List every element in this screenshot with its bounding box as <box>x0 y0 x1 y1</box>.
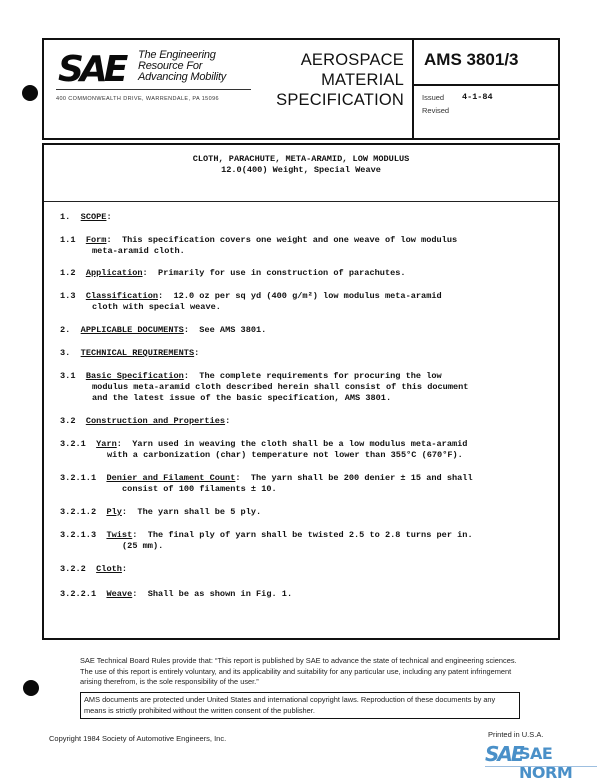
section-number: 2. <box>60 325 71 335</box>
section-heading: Construction and Properties <box>85 416 226 426</box>
section-heading: TECHNICAL REQUIREMENTS <box>80 348 195 358</box>
section-heading: Form <box>85 235 107 245</box>
section-2 <box>60 325 266 336</box>
section-1-1-cont: meta-aramid cloth. <box>92 246 185 256</box>
doc-number: AMS 3801/3 <box>414 40 560 86</box>
section-heading: Weave <box>106 589 133 599</box>
section-1 <box>60 212 112 223</box>
section-1-3-cont: cloth with special weave. <box>92 302 221 312</box>
tagline-line-1: The Engineering <box>138 49 216 61</box>
sep: : <box>183 371 189 381</box>
section-heading: Application <box>85 268 143 278</box>
section-text: The final ply of yarn shall be twisted 2.5 to 2.8 turns per in. <box>137 530 473 540</box>
section-heading: Yarn <box>96 439 117 449</box>
section-heading: Classification <box>85 291 159 301</box>
section-number: 3. <box>60 348 71 358</box>
sep: : <box>132 530 138 540</box>
header-left <box>44 40 414 138</box>
doc-type-title <box>276 50 404 110</box>
section-heading: Denier and Filament Count <box>106 473 236 483</box>
section-3 <box>60 348 199 359</box>
copyright-notice-box: AMS documents are protected under United States and international copyright laws. Reproduction of these documents by any means is strictly prohibited without the written consent of the publisher. <box>80 692 520 719</box>
title-line-1: CLOTH, PARACHUTE, META-ARAMID, LOW MODULUS <box>192 154 410 164</box>
doc-type-line-1: AEROSPACE <box>300 51 404 69</box>
section-number: 1.3 <box>60 291 76 301</box>
section-heading: SCOPE <box>80 212 107 222</box>
punch-hole-bottom <box>23 680 39 696</box>
section-text: 12.0 oz per sq yd (400 g/m²) low modulus meta-aramid <box>163 291 442 301</box>
section-number: 3.2 <box>60 416 76 426</box>
watermark-text: SAE NORM <box>519 744 573 782</box>
sep: : <box>121 564 128 574</box>
issued-label: Issued <box>422 93 445 102</box>
copyright-line: Copyright 1984 Society of Automotive Engineers, Inc. <box>49 734 227 743</box>
section-number: 3.2.2.1 <box>60 589 97 599</box>
section-3-1-cont-2: and the latest issue of the basic specification, AMS 3801. <box>92 393 392 403</box>
section-1-2 <box>60 268 406 279</box>
sae-norm-watermark <box>485 742 597 782</box>
header-box <box>42 38 560 140</box>
sep: : <box>106 212 112 222</box>
section-number: 1.2 <box>60 268 76 278</box>
doc-type-line-3: SPECIFICATION <box>276 91 404 109</box>
header-rule <box>56 89 251 90</box>
section-text: Primarily for use in construction of parachutes. <box>147 268 406 278</box>
sae-logo-icon <box>58 50 132 84</box>
sep: : <box>194 348 200 358</box>
section-text: See AMS 3801. <box>188 325 267 335</box>
issued-value: 4-1-84 <box>462 92 493 102</box>
section-text: Shall be as shown in Fig. 1. <box>137 589 293 599</box>
section-3-1-cont-1: modulus meta-aramid cloth described herein shall consist of this document <box>92 382 469 392</box>
section-3-2-1-1 <box>60 473 473 484</box>
section-3-2-1-2 <box>60 507 261 518</box>
section-number: 1. <box>60 212 71 222</box>
sep: : <box>142 268 148 278</box>
section-3-2-1-1-cont: consist of 100 filaments ± 10. <box>122 484 277 494</box>
section-text: The yarn shall be 5 ply. <box>127 507 262 517</box>
sep: : <box>132 589 138 599</box>
address: 400 COMMONWEALTH DRIVE, WARRENDALE, PA 15096 <box>56 96 219 102</box>
section-1-1 <box>60 235 457 246</box>
technical-board-notice: SAE Technical Board Rules provide that: “This report is published by SAE to advance the state of technical and engineering sciences. The use of this report is entirely voluntary, and its applicability and suitability for any particular use, including any patent infringement arising therefrom, is the sole responsibility of the user.” <box>80 656 517 686</box>
revised-label: Revised <box>422 106 450 115</box>
section-3-2-1-3 <box>60 530 473 541</box>
section-heading: Twist <box>106 530 133 540</box>
printed-in: Printed in U.S.A. <box>488 730 544 739</box>
sep: : <box>106 235 112 245</box>
sep: : <box>116 439 122 449</box>
section-3-2-1-cont: with a carbonization (char) temperature not lower than 355°C (670°F). <box>107 450 463 460</box>
title-line-2: 12.0(400) Weight, Special Weave <box>221 165 381 175</box>
main-content-box <box>42 143 560 640</box>
section-heading: APPLICABLE DOCUMENTS <box>80 325 184 335</box>
doc-type-line-2: MATERIAL <box>321 71 404 89</box>
sep: : <box>121 507 128 517</box>
section-3-2-2-1 <box>60 589 292 600</box>
section-number: 3.2.1 <box>60 439 86 449</box>
section-number: 3.2.1.1 <box>60 473 97 483</box>
section-number: 3.1 <box>60 371 76 381</box>
sep: : <box>235 473 241 483</box>
section-number: 3.2.2 <box>60 564 86 574</box>
section-number: 3.2.1.3 <box>60 530 97 540</box>
section-heading: Basic Specification <box>85 371 184 381</box>
punch-hole-top <box>22 85 38 101</box>
section-text: Yarn used in weaving the cloth shall be a low modulus meta-aramid <box>121 439 468 449</box>
watermark-rule <box>485 766 597 767</box>
section-text: The yarn shall be 200 denier ± 15 and shall <box>240 473 473 483</box>
section-number: 1.1 <box>60 235 76 245</box>
section-heading: Cloth <box>96 564 122 574</box>
section-3-2-2 <box>60 564 127 575</box>
section-text: This specification covers one weight and one weave of low modulus <box>111 235 458 245</box>
sep: : <box>183 325 189 335</box>
section-3-1 <box>60 371 442 382</box>
header-right <box>414 40 560 138</box>
svg-text:SAE: SAE <box>58 50 125 84</box>
doc-title <box>44 145 558 202</box>
section-text: The complete requirements for procuring the low <box>188 371 442 381</box>
section-3-2-1-3-cont: (25 mm). <box>122 541 164 551</box>
tagline-line-3: Advancing Mobility <box>138 71 227 83</box>
section-number: 3.2.1.2 <box>60 507 97 517</box>
sae-tagline <box>138 50 226 83</box>
section-3-2-1 <box>60 439 467 450</box>
section-heading: Ply <box>106 507 122 517</box>
tagline-line-2: Resource For <box>138 60 203 72</box>
section-3-2 <box>60 416 230 427</box>
sep: : <box>225 416 231 426</box>
section-1-3 <box>60 291 442 302</box>
watermark-logo-icon: SAE <box>485 742 523 766</box>
sep: : <box>158 291 164 301</box>
